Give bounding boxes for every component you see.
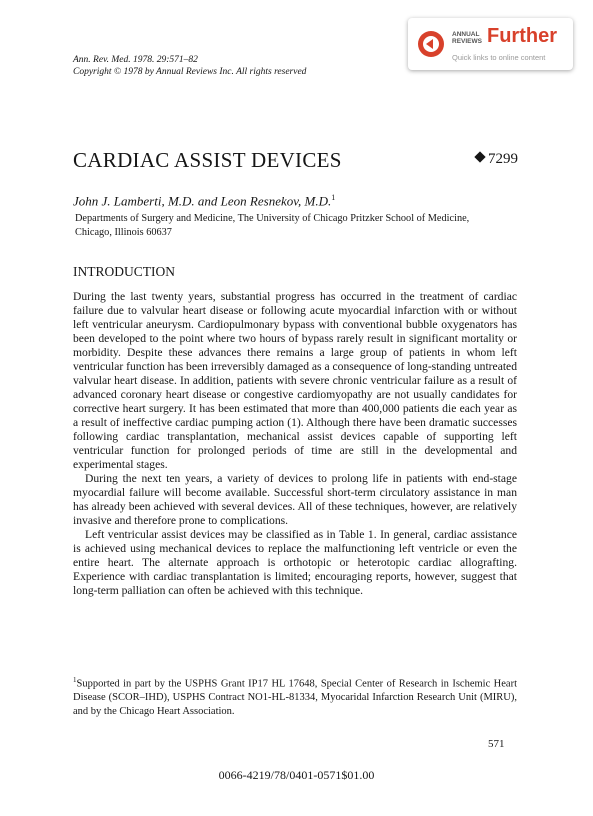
paragraph: During the last twenty years, substantial progress has occurred in the treatment of cardiac failure due to valvular heart disease or following acute myocardial infarction with or without left ventricular aneurysm. Cardiopulmonary bypass with conventional bubble oxygenators has been developed to the point where two hours of bypass rarely result in significant mortality or morbidity. Despite these advances there remains a large group of patients in whom left ventricular function has been irreversibly damaged as a consequence of long-standing untreated valvular heart disease. In addition, patients with severe chronic ventricular failure as a result of advanced coronary heart disease or congestive cardiomyopathy are not usually candidates for corrective heart surgery. It has been estimated that more than 400,000 patients die each year as a result of ineffective cardiac pumping action (1). Although there have been dramatic successes following cardiac transplantation, mechanical assist devices capable of supporting left ventricular function for prolonged periods of time are still in the developmental and experimental stages.	[73, 290, 517, 471]
article-title: CARDIAC ASSIST DEVICES	[73, 148, 342, 172]
paragraph: During the next ten years, a variety of devices to prolong life in patients with end-stage myocardial failure will become available. Successful short-term circulatory assistance in man has already been achieved with several devices. All of these techniques, however, are relatively invasive and therefore prone to complications.	[73, 472, 517, 527]
banner-annual-reviews	[452, 31, 482, 45]
authors-line	[73, 193, 335, 209]
footnote	[73, 674, 517, 718]
banner-subtitle: Quick links to online content	[452, 53, 546, 62]
body-text	[73, 290, 517, 598]
annual-reviews-logo-icon	[417, 30, 445, 58]
copyright-line: Copyright © 1978 by Annual Reviews Inc. All rights reserved	[73, 67, 307, 77]
footnote-mark: 1	[73, 676, 77, 684]
banner-annual-label: ANNUAL	[452, 31, 480, 38]
journal-citation-block	[73, 54, 306, 78]
author-footnote-mark: 1	[331, 193, 336, 202]
journal-citation: Ann. Rev. Med. 1978. 29:571–82	[73, 55, 198, 65]
page-number: 571	[488, 738, 505, 750]
further-banner[interactable]	[408, 18, 573, 70]
footnote-text: Supported in part by the USPHS Grant IP17 HL 17648, Special Center of Research in Ischemic Heart Disease (SCOR–IHD), USPHS Contract NO1-HL-81334, Myocaridal Infarction Research Unit (MIRU), and by the Chicago Heart Association.	[73, 678, 517, 717]
article-number-value: 7299	[488, 151, 518, 167]
banner-reviews-label: REVIEWS	[452, 38, 482, 45]
banner-further-label: Further	[487, 25, 557, 47]
affiliation: Departments of Surgery and Medicine, The University of Chicago Pritzker School of Medicine, Chicago, Illinois 60637	[75, 213, 470, 238]
article-code: 0066-4219/78/0401-0571$01.00	[218, 768, 375, 782]
diamond-icon	[474, 151, 485, 162]
section-heading: INTRODUCTION	[73, 264, 175, 279]
paragraph: Left ventricular assist devices may be classified as in Table 1. In general, cardiac assistance is achieved using mechanical devices to replace the malfunctioning left ventricle or even the entire heart. The alternate approach is orthotopic or heterotopic cardiac allografting. Experience with cardiac transplantation is limited; encouraging reports, however, suggest that long-term palliation can often be achieved with this technique.	[73, 528, 517, 597]
author-names: John J. Lamberti, M.D. and Leon Resnekov, M.D.	[73, 193, 332, 209]
article-number	[476, 151, 518, 168]
